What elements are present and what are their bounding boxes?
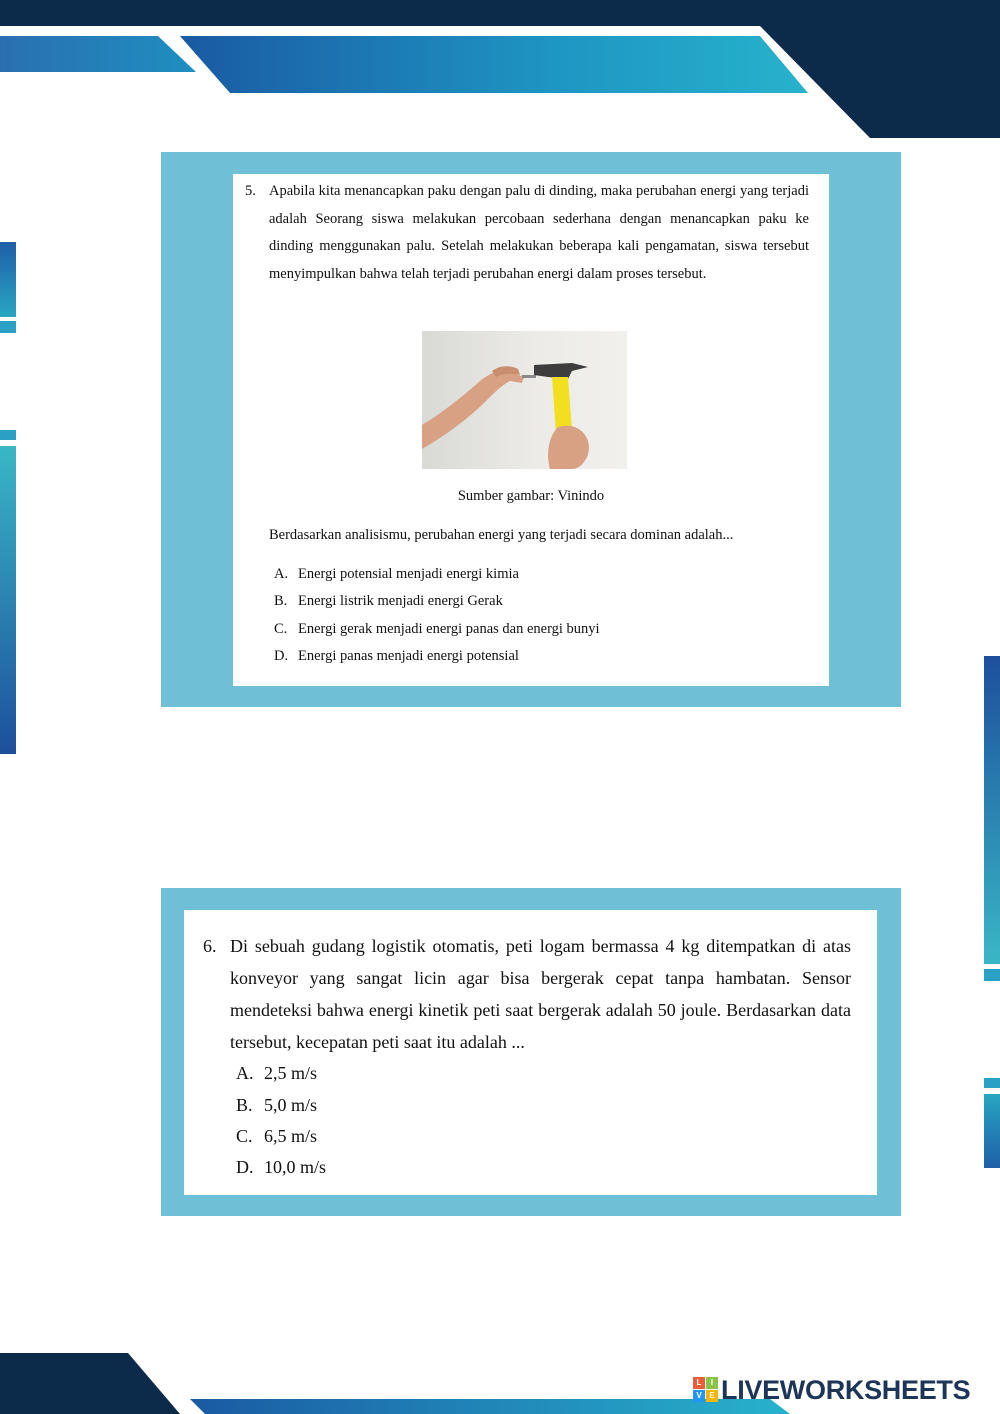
question-6-body: Di sebuah gudang logistik otomatis, peti logam bermassa 4 kg ditempatkan di atas konveyor yang sangat licin agar bisa bergerak cepat tanpa hambatan. Sensor mendeteksi bahwa energi kinetik peti saat bergerak adalah 50 joule. Berdasarkan data tersebut, kecepatan peti saat itu adalah ...	[230, 936, 851, 1052]
liveworksheets-logo-icon	[693, 1377, 719, 1403]
left-edge-bar-small-2	[0, 430, 16, 440]
option-text: Energi listrik menjadi energi Gerak	[298, 593, 503, 609]
option-text: 5,0 m/s	[264, 1095, 318, 1115]
logo-tile-i: I	[706, 1377, 718, 1389]
right-edge-bar-small	[984, 969, 1000, 981]
question-5-number: 5.	[245, 183, 256, 199]
question-5-option-a[interactable]	[274, 566, 519, 583]
question-5-prompt: Berdasarkan analisismu, perubahan energi yang terjadi secara dominan adalah...	[269, 527, 734, 543]
option-text: Energi gerak menjadi energi panas dan energi bunyi	[298, 621, 600, 637]
question-6-text	[203, 930, 851, 1058]
logo-tile-e: E	[706, 1390, 718, 1402]
option-text: 2,5 m/s	[264, 1063, 318, 1083]
left-edge-bar-long	[0, 446, 16, 754]
question-5-option-d[interactable]	[274, 648, 519, 665]
option-text: Energi potensial menjadi energi kimia	[298, 566, 519, 582]
question-5-option-b[interactable]	[274, 593, 503, 610]
question-5-option-c[interactable]	[274, 621, 600, 638]
option-text: Energi panas menjadi energi potensial	[298, 648, 519, 664]
option-letter: A.	[236, 1063, 254, 1083]
option-letter: B.	[236, 1095, 253, 1115]
logo-tile-l: L	[693, 1377, 705, 1389]
option-letter: A.	[274, 566, 289, 582]
option-letter: B.	[274, 593, 288, 609]
question-6-option-c[interactable]	[236, 1126, 317, 1147]
left-edge-bar-small	[0, 321, 16, 333]
right-edge-bar-long	[984, 656, 1000, 964]
image-caption: Sumber gambar: Vinindo	[457, 488, 605, 504]
hammer-nail-photo	[422, 331, 627, 469]
option-letter: C.	[274, 621, 288, 637]
option-letter: C.	[236, 1126, 253, 1146]
option-letter: D.	[274, 648, 289, 664]
right-edge-bar-bottom	[984, 1094, 1000, 1168]
liveworksheets-logo[interactable]	[693, 1376, 970, 1404]
question-5-body: Apabila kita menancapkan paku dengan palu di dinding, maka perubahan energi yang terjadi adalah Seorang siswa melakukan percobaan sederhana dengan menancapkan paku ke dinding menggunakan palu. Setelah melakukan beberapa kali pengamatan, siswa tersebut menyimpulkan bahwa telah terjadi perubahan energi dalam proses tersebut.	[269, 183, 809, 282]
question-5-text	[245, 178, 809, 288]
option-text: 6,5 m/s	[264, 1126, 318, 1146]
left-edge-bar-top	[0, 242, 16, 317]
question-6-option-a[interactable]	[236, 1063, 317, 1084]
logo-brand-text: LIVEWORKSHEETS	[721, 1374, 971, 1405]
hammer-nail-illustration	[422, 331, 627, 469]
question-6-option-d[interactable]	[236, 1157, 326, 1178]
option-letter: D.	[236, 1157, 254, 1177]
logo-tile-v: V	[693, 1390, 705, 1402]
question-6-option-b[interactable]	[236, 1095, 317, 1116]
option-text: 10,0 m/s	[264, 1157, 327, 1177]
question-6-number: 6.	[203, 936, 217, 956]
right-edge-bar-small-2	[984, 1078, 1000, 1088]
